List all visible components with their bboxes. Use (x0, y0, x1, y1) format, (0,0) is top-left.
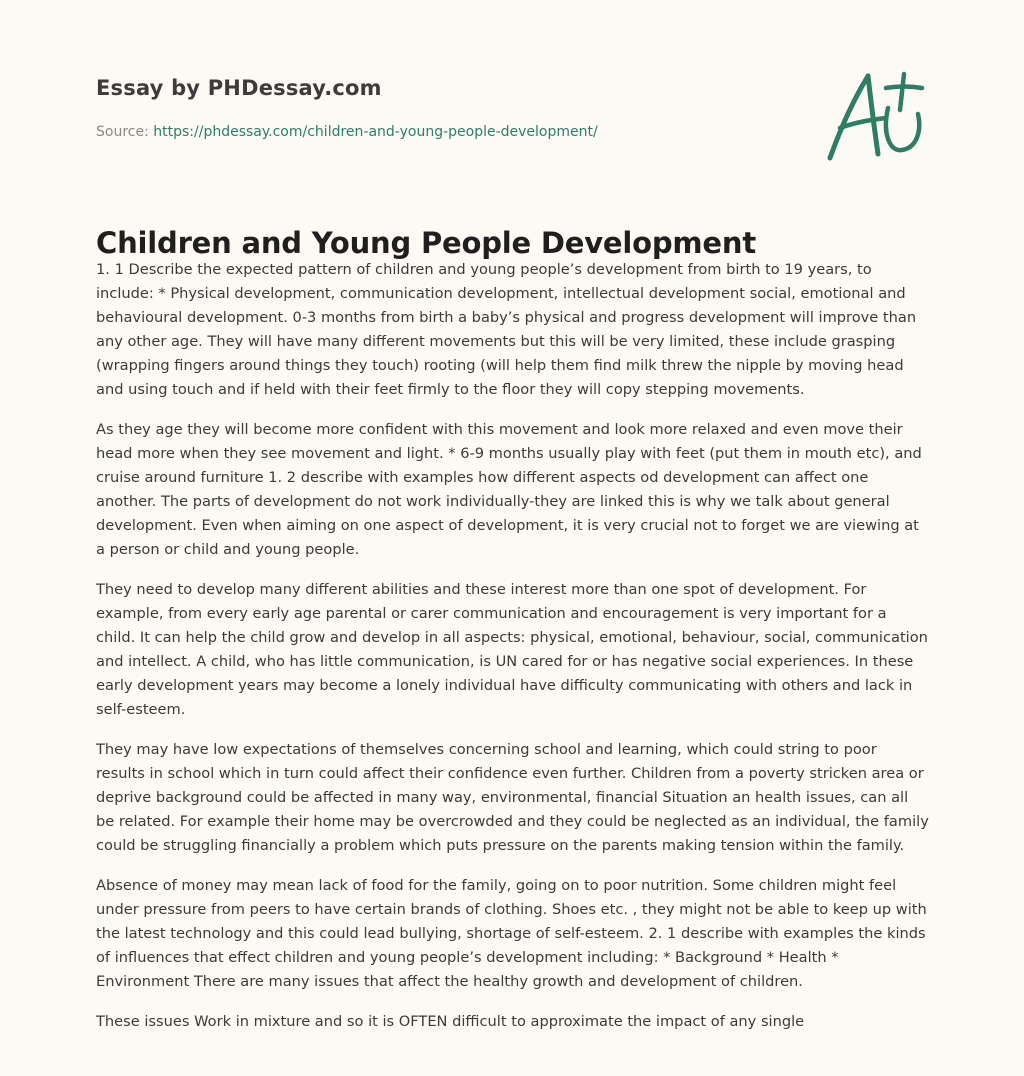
essay-paragraph: These issues Work in mixture and so it is OFTEN difficult to approximate the impact of any single (96, 1013, 805, 1030)
source-link[interactable]: https://phdessay.com/children-and-young-people-development/ (153, 124, 598, 140)
site-brand: Essay by PHDessay.com (96, 76, 382, 100)
source-line (96, 124, 598, 140)
essay-title: Children and Young People Development (96, 226, 756, 260)
essay-paragraph: As they age they will become more confident with this movement and look more relaxed and even move their head more when they see movement and light. * 6-9 months usually play with feet (put them in mouth etc), and cruise around furniture 1. 2 describe with examples how different aspects od development can affect one another. The parts of development do not work individually-they are linked this is why we talk about general development. Even when aiming on one aspect of development, it is very crucial not to forget we are viewing at a person or child and young people. (96, 421, 922, 558)
essay-body (96, 258, 930, 1050)
essay-paragraph: Absence of money may mean lack of food for the family, going on to poor nutrition. Some children might feel under pressure from peers to have certain brands of clothing. Shoes etc. , they might not be able to keep up with the latest technology and this could lead bullying, shortage of self-esteem. 2. 1 describe with examples the kinds of influences that effect children and young people’s development including: * Background * Health * Environment There are many issues that affect the healthy growth and development of children. (96, 877, 927, 990)
a-plus-grade-icon (824, 68, 928, 166)
essay-paragraph: They need to develop many different abilities and these interest more than one spot of development. For example, from every early age parental or carer communication and encouragement is very important for a child. It can help the child grow and develop in all aspects: physical, emotional, behaviour, social, communication and intellect. A child, who has little communication, is UN cared for or has negative social experiences. In these early development years may become a lonely individual have difficulty communicating with others and lack in self-esteem. (96, 581, 928, 718)
essay-paragraph: 1. 1 Describe the expected pattern of children and young people’s development from birth to 19 years, to include: * Physical development, communication development, intellectual development social, emotional and behavioural development. 0-3 months from birth a baby’s physical and progress development will improve than any other age. They will have many different movements but this will be very limited, these include grasping (wrapping fingers around things they touch) rooting (will help them find milk threw the nipple by moving head and using touch and if held with their feet firmly to the floor they will copy stepping movements. (96, 261, 917, 398)
source-label: Source: (96, 124, 154, 140)
essay-paragraph: They may have low expectations of themselves concerning school and learning, which could string to poor results in school which in turn could affect their confidence even further. Children from a poverty stricken area or deprive background could be affected in many way, environmental, financial Situation an health issues, can all be related. For example their home may be overcrowded and they could be neglected as an individual, the family could be struggling financially a problem which puts pressure on the parents making tension within the family. (96, 741, 929, 854)
